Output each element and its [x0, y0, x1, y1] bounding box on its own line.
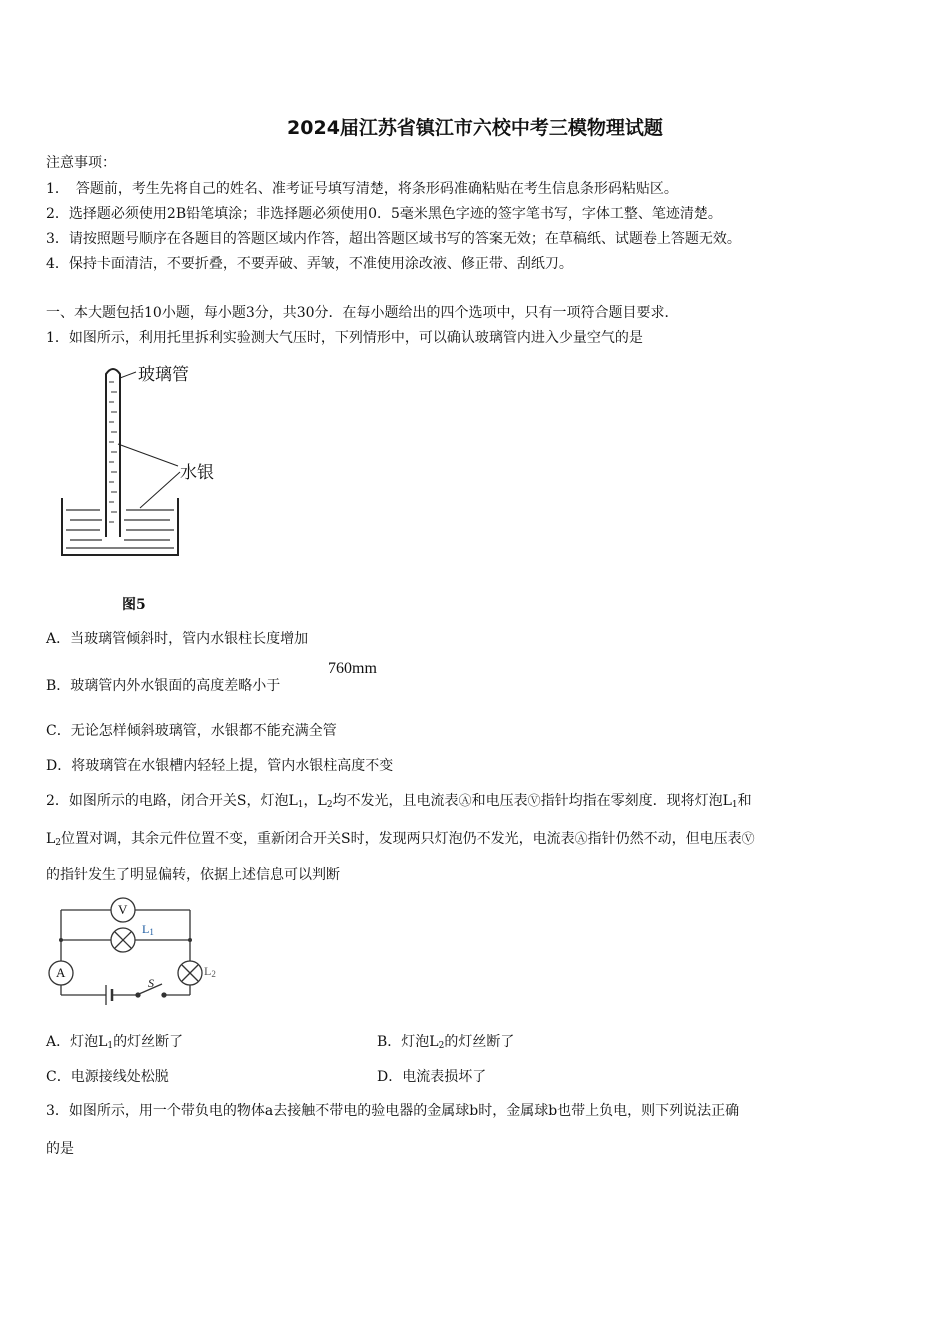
q1-option-b-value: 760mm: [328, 660, 377, 677]
circuit-diagram: [44, 898, 234, 1008]
ammeter-label: A: [56, 965, 66, 980]
q2-option-c: C．电源接线处松脱: [46, 1069, 169, 1085]
notice-item: 4．保持卡面清洁，不要折叠，不要弄破、弄皱，不准使用涂改液、修正带、刮纸刀。: [46, 256, 573, 272]
q2-option-a: A．灯泡$L_1$的灯丝断了: [46, 1034, 184, 1051]
l2-label: $L_2$: [204, 964, 216, 979]
voltmeter-symbol: Ⓥ: [527, 794, 541, 809]
q1-option-b: B．玻璃管内外水银面的高度差略小于: [46, 678, 281, 694]
tube-label: 玻璃管: [138, 365, 189, 385]
q3-stem-line1: 3．如图所示，用一个带负电的物体a去接触不带电的验电器的金属球b时，金属球b也带上负电，则下列说法正确: [46, 1103, 740, 1119]
page-title: 2024届江苏省镇江市六校中考三模物理试题: [287, 117, 663, 139]
q2-option-b: B．灯泡$L_2$的灯丝断了: [377, 1034, 515, 1051]
torricelli-figure: [56, 362, 256, 562]
section-heading: 一、本大题包括10小题，每小题3分，共30分．在每小题给出的四个选项中，只有一项符合题目要求．: [46, 305, 679, 321]
q2-option-d: D．电流表损坏了: [377, 1069, 487, 1085]
mercury-label: 水银: [180, 463, 214, 483]
q2-stem-line2: $L_2$位置对调，其余元件位置不变，重新闭合开关S时，发现两只灯泡仍不发光，电流表Ⓐ指针仍然不动，但电压表Ⓥ: [46, 828, 755, 848]
l1-label: $L_1$: [142, 922, 154, 937]
voltmeter-symbol: Ⓥ: [741, 832, 755, 847]
q1-option-c: C．无论怎样倾斜玻璃管，水银都不能充满全管: [46, 723, 337, 739]
ammeter-symbol: Ⓐ: [574, 832, 588, 847]
q3-stem-line2: 的是: [46, 1141, 74, 1157]
notice-item: 3．请按照题号顺序在各题目的答题区域内作答，超出答题区域书写的答案无效；在草稿纸、试题卷上答题无效。: [46, 231, 741, 247]
figure-caption: 图5: [122, 597, 146, 613]
q1-option-a: A．当玻璃管倾斜时，管内水银柱长度增加: [46, 631, 309, 647]
q1-option-d: D．将玻璃管在水银槽内轻轻上提，管内水银柱高度不变: [46, 758, 394, 774]
ammeter-symbol: Ⓐ: [458, 794, 472, 809]
q1-stem: 1．如图所示，利用托里拆利实验测大气压时，下列情形中，可以确认玻璃管内进入少量空气的是: [46, 330, 643, 346]
q2-stem-line1: 2．如图所示的电路，闭合开关S，灯泡$L_1$，$L_2$均不发光，且电流表Ⓐ和电压表Ⓥ指针均指在零刻度．现将灯泡$L_1$和: [46, 790, 752, 810]
switch-label: S: [148, 976, 154, 990]
notice-heading: 注意事项：: [46, 155, 116, 171]
notice-item: 1． 答题前，考生先将自己的姓名、准考证号填写清楚，将条形码准确粘贴在考生信息条形码粘贴区。: [46, 181, 678, 197]
notice-item: 2．选择题必须使用2B铅笔填涂；非选择题必须使用0．5毫米黑色字迹的签字笔书写，字体工整、笔迹清楚。: [46, 206, 722, 222]
q2-stem-line3: 的指针发生了明显偏转，依据上述信息可以判断: [46, 867, 340, 883]
voltmeter-label: V: [118, 902, 128, 917]
